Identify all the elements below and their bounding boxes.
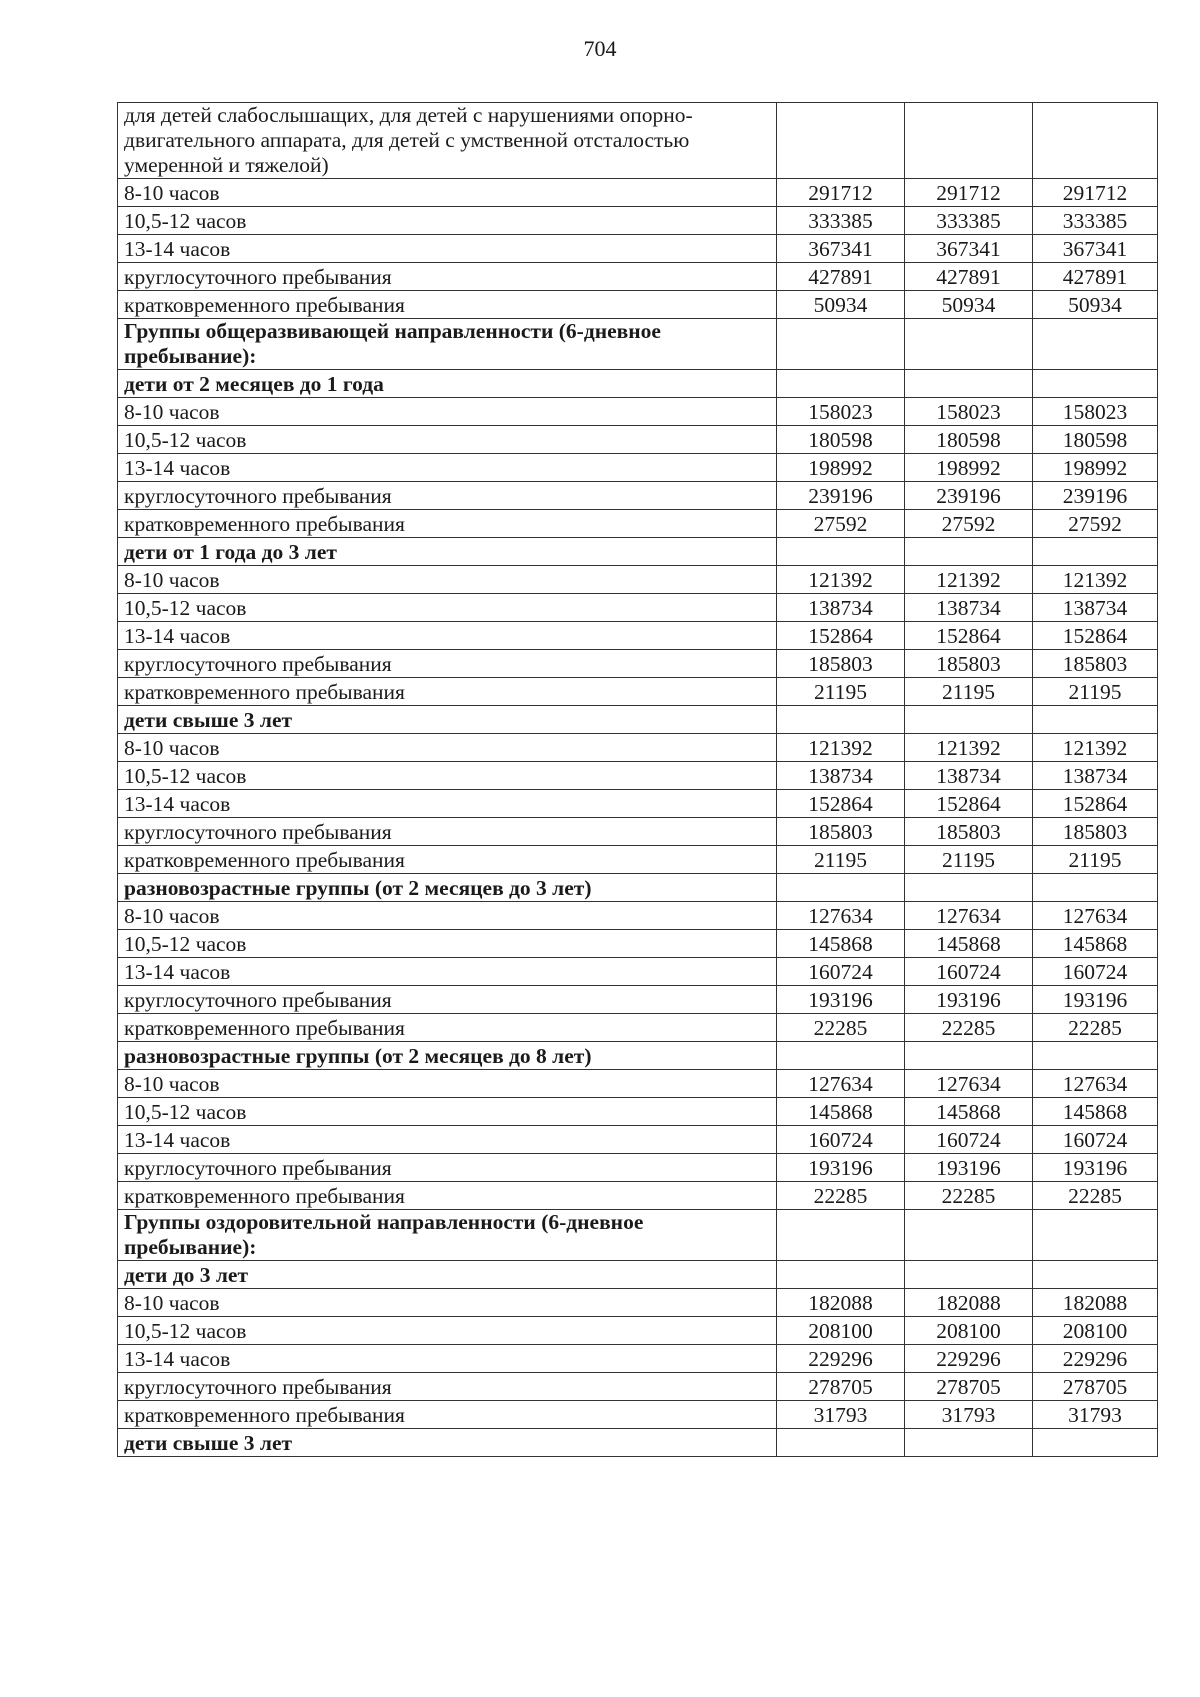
value-cell: 185803 [1033, 818, 1158, 846]
value-cell: 193196 [777, 1154, 905, 1182]
value-cell: 21195 [1033, 846, 1158, 874]
table-row [118, 1014, 1158, 1042]
value-cell: 160724 [905, 1126, 1033, 1154]
table-row [118, 1126, 1158, 1154]
table-row [118, 846, 1158, 874]
value-cell [1033, 1210, 1158, 1261]
table-row [118, 482, 1158, 510]
row-label: кратковременного пребывания [118, 1014, 777, 1042]
row-label: кратковременного пребывания [118, 678, 777, 706]
value-cell: 180598 [1033, 426, 1158, 454]
table-row [118, 958, 1158, 986]
table-row [118, 986, 1158, 1014]
row-label: круглосуточного пребывания [118, 482, 777, 510]
value-cell: 145868 [1033, 930, 1158, 958]
value-cell: 208100 [1033, 1317, 1158, 1345]
value-cell: 180598 [905, 426, 1033, 454]
value-cell: 333385 [777, 207, 905, 235]
section-heading: дети до 3 лет [118, 1261, 777, 1289]
table-row [118, 1317, 1158, 1345]
row-label: кратковременного пребывания [118, 1401, 777, 1429]
value-cell: 427891 [777, 263, 905, 291]
value-cell: 193196 [1033, 986, 1158, 1014]
value-cell [1033, 706, 1158, 734]
value-cell: 121392 [777, 734, 905, 762]
value-cell: 333385 [1033, 207, 1158, 235]
value-cell: 185803 [905, 650, 1033, 678]
table-section-row [118, 1210, 1158, 1261]
value-cell [777, 874, 905, 902]
value-cell: 229296 [777, 1345, 905, 1373]
table-row [118, 1373, 1158, 1401]
table-row [118, 734, 1158, 762]
value-cell [1033, 874, 1158, 902]
table-row [118, 263, 1158, 291]
value-cell [777, 103, 905, 179]
table-row [118, 650, 1158, 678]
table-row [118, 426, 1158, 454]
value-cell: 152864 [1033, 622, 1158, 650]
value-cell [777, 1261, 905, 1289]
table-row [118, 790, 1158, 818]
value-cell: 193196 [905, 1154, 1033, 1182]
section-heading: дети от 2 месяцев до 1 года [118, 370, 777, 398]
value-cell: 160724 [1033, 958, 1158, 986]
table-row [118, 1401, 1158, 1429]
value-cell: 21195 [777, 846, 905, 874]
table-section-row [118, 319, 1158, 370]
value-cell: 145868 [777, 930, 905, 958]
table-body [118, 103, 1158, 1457]
row-label: 10,5-12 часов [118, 930, 777, 958]
value-cell: 367341 [1033, 235, 1158, 263]
value-cell [1033, 538, 1158, 566]
section-heading: Группы общеразвивающей направленности (6-дневное пребывание): [118, 319, 777, 370]
value-cell: 367341 [905, 235, 1033, 263]
value-cell: 21195 [905, 678, 1033, 706]
value-cell: 121392 [1033, 734, 1158, 762]
value-cell: 152864 [777, 622, 905, 650]
value-cell: 21195 [1033, 678, 1158, 706]
row-label: кратковременного пребывания [118, 510, 777, 538]
row-label: 8-10 часов [118, 734, 777, 762]
table-row [118, 1070, 1158, 1098]
value-cell: 208100 [905, 1317, 1033, 1345]
value-cell: 152864 [905, 790, 1033, 818]
value-cell: 145868 [777, 1098, 905, 1126]
value-cell: 185803 [777, 818, 905, 846]
row-label: 13-14 часов [118, 235, 777, 263]
row-label: 13-14 часов [118, 790, 777, 818]
value-cell [1033, 103, 1158, 179]
value-cell [1033, 370, 1158, 398]
value-cell [777, 370, 905, 398]
row-label: 10,5-12 часов [118, 426, 777, 454]
row-label: 8-10 часов [118, 179, 777, 207]
section-heading: дети свыше 3 лет [118, 1429, 777, 1457]
table-row [118, 398, 1158, 426]
table-section-row [118, 706, 1158, 734]
value-cell [777, 538, 905, 566]
value-cell: 22285 [905, 1182, 1033, 1210]
row-label: 10,5-12 часов [118, 1317, 777, 1345]
value-cell: 158023 [905, 398, 1033, 426]
row-label: 13-14 часов [118, 622, 777, 650]
value-cell: 185803 [777, 650, 905, 678]
section-heading: дети от 1 года до 3 лет [118, 538, 777, 566]
table-section-row [118, 1429, 1158, 1457]
table-section-row [118, 874, 1158, 902]
value-cell: 198992 [905, 454, 1033, 482]
row-label: 10,5-12 часов [118, 762, 777, 790]
value-cell: 121392 [1033, 566, 1158, 594]
table-row [118, 207, 1158, 235]
row-label: 10,5-12 часов [118, 207, 777, 235]
value-cell: 138734 [777, 762, 905, 790]
row-label: круглосуточного пребывания [118, 650, 777, 678]
value-cell: 239196 [777, 482, 905, 510]
row-label: 10,5-12 часов [118, 1098, 777, 1126]
row-label: для детей слабослышащих, для детей с нарушениями опорно-двигательного аппарата, для детей с умственной отсталостью умеренной и тяжелой) [118, 103, 777, 179]
value-cell: 152864 [777, 790, 905, 818]
table-section-row [118, 1042, 1158, 1070]
value-cell [1033, 1042, 1158, 1070]
value-cell: 127634 [1033, 902, 1158, 930]
table-row [118, 1098, 1158, 1126]
table-row [118, 902, 1158, 930]
row-label: круглосуточного пребывания [118, 1154, 777, 1182]
value-cell: 193196 [905, 986, 1033, 1014]
table-row [118, 1154, 1158, 1182]
value-cell: 145868 [905, 930, 1033, 958]
table-row [118, 678, 1158, 706]
row-label: 13-14 часов [118, 454, 777, 482]
value-cell: 22285 [777, 1182, 905, 1210]
row-label: 8-10 часов [118, 1289, 777, 1317]
value-cell: 182088 [1033, 1289, 1158, 1317]
value-cell: 145868 [905, 1098, 1033, 1126]
value-cell [905, 874, 1033, 902]
row-label: 8-10 часов [118, 566, 777, 594]
value-cell: 138734 [1033, 594, 1158, 622]
tariff-table [117, 102, 1158, 1457]
value-cell: 158023 [1033, 398, 1158, 426]
value-cell: 27592 [905, 510, 1033, 538]
table-row [118, 818, 1158, 846]
value-cell: 278705 [1033, 1373, 1158, 1401]
row-label: 8-10 часов [118, 398, 777, 426]
value-cell: 198992 [777, 454, 905, 482]
value-cell: 138734 [777, 594, 905, 622]
table-row [118, 235, 1158, 263]
table-row [118, 1345, 1158, 1373]
value-cell: 333385 [905, 207, 1033, 235]
table-row [118, 566, 1158, 594]
row-label: 10,5-12 часов [118, 594, 777, 622]
value-cell: 50934 [905, 291, 1033, 319]
value-cell: 127634 [777, 1070, 905, 1098]
value-cell: 180598 [777, 426, 905, 454]
value-cell [905, 1042, 1033, 1070]
value-cell: 160724 [1033, 1126, 1158, 1154]
value-cell [905, 538, 1033, 566]
value-cell: 229296 [905, 1345, 1033, 1373]
value-cell [905, 103, 1033, 179]
value-cell: 160724 [905, 958, 1033, 986]
section-heading: разновозрастные группы (от 2 месяцев до 3 лет) [118, 874, 777, 902]
page-number: 704 [583, 36, 617, 61]
value-cell: 185803 [1033, 650, 1158, 678]
value-cell: 22285 [777, 1014, 905, 1042]
row-label: кратковременного пребывания [118, 846, 777, 874]
row-label: круглосуточного пребывания [118, 818, 777, 846]
value-cell: 278705 [777, 1373, 905, 1401]
value-cell: 22285 [905, 1014, 1033, 1042]
value-cell: 229296 [1033, 1345, 1158, 1373]
table-row [118, 1182, 1158, 1210]
value-cell [905, 319, 1033, 370]
value-cell [905, 370, 1033, 398]
value-cell: 21195 [777, 678, 905, 706]
table-row [118, 510, 1158, 538]
value-cell: 427891 [1033, 263, 1158, 291]
value-cell [777, 319, 905, 370]
value-cell: 239196 [1033, 482, 1158, 510]
value-cell: 127634 [905, 902, 1033, 930]
value-cell: 427891 [905, 263, 1033, 291]
value-cell: 127634 [1033, 1070, 1158, 1098]
value-cell [1033, 319, 1158, 370]
value-cell: 22285 [1033, 1182, 1158, 1210]
section-heading: Группы оздоровительной направленности (6-дневное пребывание): [118, 1210, 777, 1261]
table-row [118, 622, 1158, 650]
value-cell: 145868 [1033, 1098, 1158, 1126]
value-cell: 160724 [777, 1126, 905, 1154]
value-cell: 27592 [1033, 510, 1158, 538]
value-cell: 185803 [905, 818, 1033, 846]
value-cell: 152864 [1033, 790, 1158, 818]
value-cell: 193196 [777, 986, 905, 1014]
value-cell: 121392 [777, 566, 905, 594]
value-cell [777, 706, 905, 734]
table-row [118, 103, 1158, 179]
value-cell: 127634 [905, 1070, 1033, 1098]
value-cell: 158023 [777, 398, 905, 426]
value-cell: 198992 [1033, 454, 1158, 482]
value-cell: 121392 [905, 566, 1033, 594]
value-cell: 138734 [1033, 762, 1158, 790]
value-cell [777, 1210, 905, 1261]
value-cell: 50934 [1033, 291, 1158, 319]
value-cell: 21195 [905, 846, 1033, 874]
value-cell [905, 1429, 1033, 1457]
table-row [118, 1289, 1158, 1317]
value-cell: 239196 [905, 482, 1033, 510]
table-section-row [118, 370, 1158, 398]
value-cell [905, 1261, 1033, 1289]
value-cell: 208100 [777, 1317, 905, 1345]
row-label: круглосуточного пребывания [118, 1373, 777, 1401]
value-cell [1033, 1429, 1158, 1457]
table-section-row [118, 1261, 1158, 1289]
value-cell: 50934 [777, 291, 905, 319]
table-row [118, 762, 1158, 790]
value-cell: 367341 [777, 235, 905, 263]
value-cell: 182088 [905, 1289, 1033, 1317]
value-cell: 291712 [1033, 179, 1158, 207]
value-cell: 31793 [1033, 1401, 1158, 1429]
value-cell [777, 1042, 905, 1070]
value-cell: 291712 [777, 179, 905, 207]
section-heading: разновозрастные группы (от 2 месяцев до 8 лет) [118, 1042, 777, 1070]
value-cell: 182088 [777, 1289, 905, 1317]
table-row [118, 179, 1158, 207]
value-cell: 278705 [905, 1373, 1033, 1401]
value-cell: 31793 [905, 1401, 1033, 1429]
value-cell [905, 706, 1033, 734]
value-cell: 160724 [777, 958, 905, 986]
value-cell [1033, 1261, 1158, 1289]
section-heading: дети свыше 3 лет [118, 706, 777, 734]
table-section-row [118, 538, 1158, 566]
value-cell: 138734 [905, 594, 1033, 622]
table-row [118, 454, 1158, 482]
row-label: 8-10 часов [118, 902, 777, 930]
value-cell [905, 1210, 1033, 1261]
row-label: круглосуточного пребывания [118, 263, 777, 291]
value-cell [777, 1429, 905, 1457]
value-cell: 121392 [905, 734, 1033, 762]
value-cell: 27592 [777, 510, 905, 538]
value-cell: 152864 [905, 622, 1033, 650]
row-label: 13-14 часов [118, 1345, 777, 1373]
table-row [118, 930, 1158, 958]
table-row [118, 291, 1158, 319]
table-row [118, 594, 1158, 622]
value-cell: 31793 [777, 1401, 905, 1429]
row-label: 13-14 часов [118, 958, 777, 986]
value-cell: 127634 [777, 902, 905, 930]
value-cell: 291712 [905, 179, 1033, 207]
row-label: 13-14 часов [118, 1126, 777, 1154]
row-label: круглосуточного пребывания [118, 986, 777, 1014]
row-label: кратковременного пребывания [118, 291, 777, 319]
value-cell: 22285 [1033, 1014, 1158, 1042]
value-cell: 193196 [1033, 1154, 1158, 1182]
row-label: кратковременного пребывания [118, 1182, 777, 1210]
value-cell: 138734 [905, 762, 1033, 790]
row-label: 8-10 часов [118, 1070, 777, 1098]
